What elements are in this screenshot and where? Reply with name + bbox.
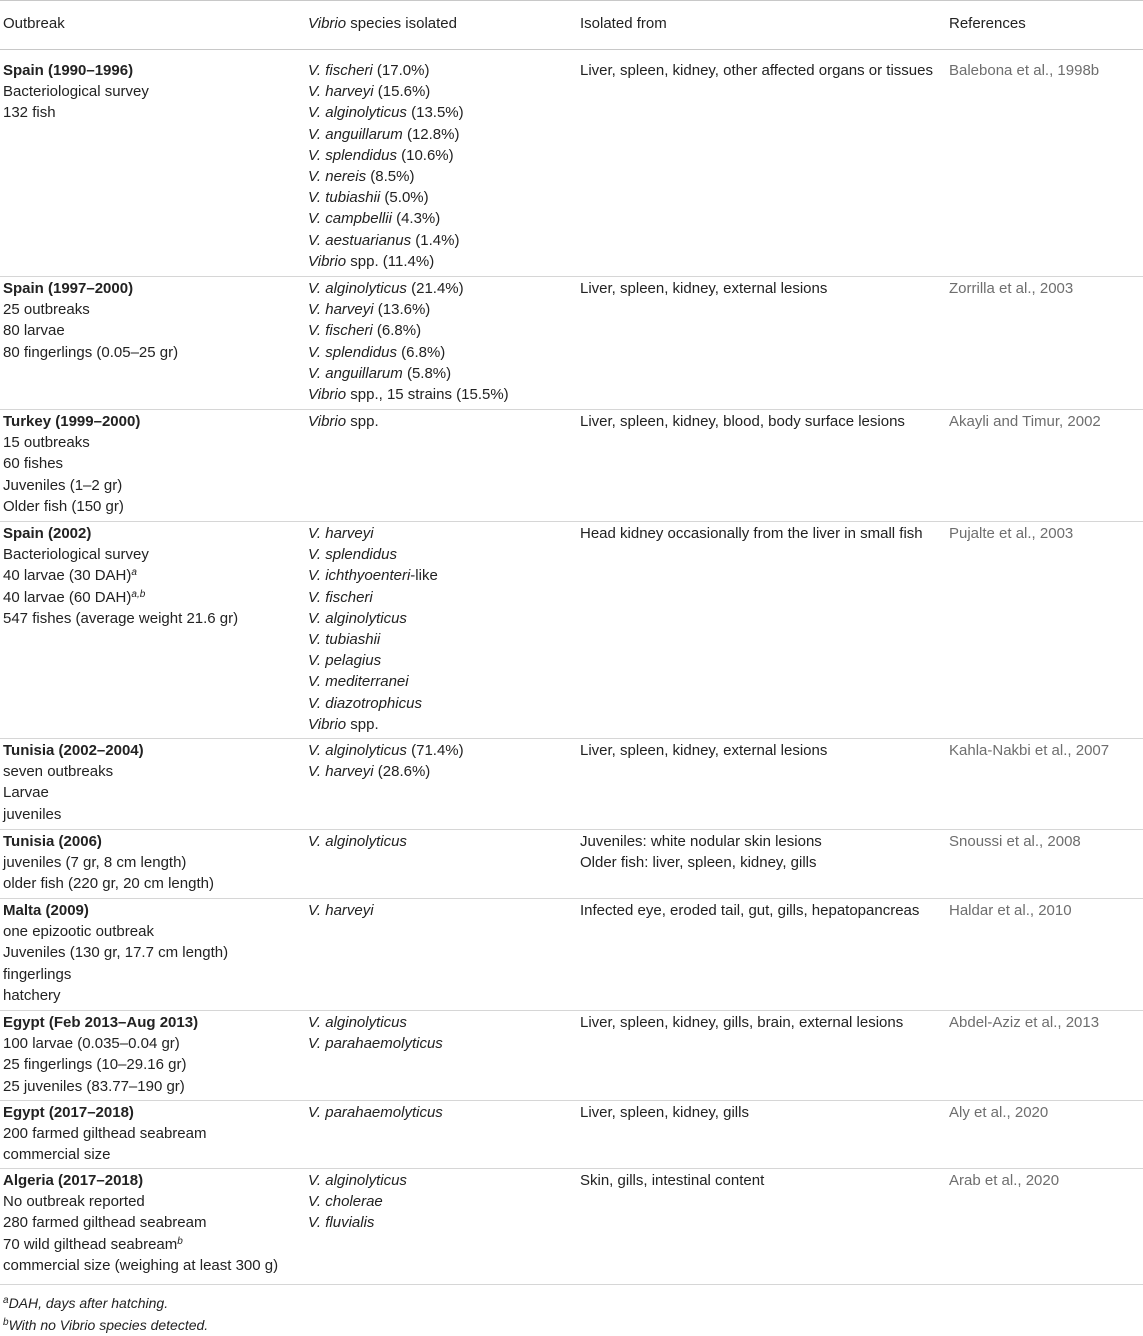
outbreak-title: Egypt (Feb 2013–Aug 2013) <box>3 1014 199 1031</box>
isolated-from-text: Juveniles: white nodular skin lesions <box>580 833 822 850</box>
species-detail: spp. <box>346 413 379 430</box>
species-detail: (10.6%) <box>396 146 454 164</box>
reference-link[interactable]: Zorrilla et al., 2003 <box>949 280 1074 297</box>
header-species <box>308 14 457 34</box>
species-item <box>308 411 570 432</box>
outbreak-detail-text: 25 outbreaks <box>3 301 90 319</box>
outbreak-detail-text: one epizootic outbreak <box>3 923 154 941</box>
species-item <box>308 1033 570 1054</box>
outbreak-title: Egypt (2017–2018) <box>3 1104 134 1121</box>
table-row <box>0 829 1143 899</box>
outbreak-cell <box>3 1102 298 1166</box>
species-item <box>308 714 570 735</box>
outbreak-detail <box>3 1212 298 1233</box>
species-item <box>308 900 570 921</box>
species-detail: (5.0%) <box>380 189 429 207</box>
reference-cell <box>949 278 1139 299</box>
species-name: V. tubiashii <box>308 631 381 649</box>
species-detail: (17.0%) <box>372 62 430 79</box>
outbreak-detail <box>3 544 298 565</box>
reference-link[interactable]: Balebona et al., 1998b <box>949 62 1100 79</box>
table-row <box>0 738 1143 830</box>
species-name: V. alginolyticus <box>308 833 407 850</box>
outbreak-detail <box>3 299 298 320</box>
table-row <box>0 521 1143 739</box>
outbreak-detail <box>3 1255 298 1276</box>
header-species-rest: species isolated <box>346 15 457 32</box>
species-item <box>308 1212 570 1233</box>
species-name: V. diazotrophicus <box>308 694 422 712</box>
species-item <box>308 251 570 272</box>
reference-cell <box>949 1170 1139 1191</box>
isolated-from-cell <box>580 740 940 761</box>
species-detail: spp. (11.4%) <box>346 252 435 270</box>
species-cell <box>308 740 570 782</box>
species-name: V. campbellii <box>308 210 392 228</box>
species-detail: (13.5%) <box>406 104 464 122</box>
reference-cell <box>949 1102 1139 1123</box>
species-name: V. fischeri <box>308 62 373 79</box>
outbreak-detail <box>3 942 298 963</box>
species-name: V. cholerae <box>308 1193 383 1211</box>
table-row <box>0 1100 1143 1169</box>
species-item <box>308 740 570 761</box>
species-detail: (15.6%) <box>373 83 431 101</box>
outbreak-detail <box>3 1123 298 1144</box>
outbreak-title: Tunisia (2002–2004) <box>3 742 144 759</box>
outbreak-detail <box>3 921 298 942</box>
species-item <box>308 693 570 714</box>
outbreak-detail <box>3 475 298 496</box>
species-item <box>308 81 570 102</box>
outbreak-detail-text: Older fish (150 gr) <box>3 497 124 515</box>
species-name: V. alginolyticus <box>308 104 407 122</box>
species-item <box>308 145 570 166</box>
reference-link[interactable]: Abdel-Aziz et al., 2013 <box>949 1014 1100 1031</box>
outbreak-cell <box>3 740 298 825</box>
outbreak-detail-text: older fish (220 gr, 20 cm length) <box>3 875 214 893</box>
header-species-genus: Vibrio <box>308 15 347 32</box>
isolated-from-text: Liver, spleen, kidney, blood, body surface lesions <box>580 413 905 430</box>
outbreak-cell <box>3 900 298 1006</box>
species-detail: (6.8%) <box>372 322 422 340</box>
species-cell <box>308 1012 570 1054</box>
species-cell <box>308 411 570 432</box>
isolated-from-cell <box>580 1102 940 1123</box>
isolated-from-text: Liver, spleen, kidney, external lesions <box>580 742 828 759</box>
isolated-from-text: Liver, spleen, kidney, gills, brain, external lesions <box>580 1014 904 1031</box>
outbreak-detail-text: 25 fingerlings (10–29.16 gr) <box>3 1056 187 1074</box>
footnote-b-text: With no Vibrio species detected. <box>8 1317 209 1333</box>
outbreak-cell <box>3 278 298 363</box>
outbreak-detail <box>3 852 298 873</box>
species-cell <box>308 278 570 405</box>
reference-cell <box>949 60 1139 81</box>
species-cell <box>308 1170 570 1234</box>
isolated-from-text: Infected eye, eroded tail, gut, gills, hepatopancreas <box>580 902 920 919</box>
species-name: V. fischeri <box>308 322 373 340</box>
species-item <box>308 299 570 320</box>
table-row <box>0 1010 1143 1101</box>
isolated-from-cell <box>580 278 940 299</box>
outbreak-cell <box>3 411 298 517</box>
outbreak-detail <box>3 1033 298 1054</box>
species-detail: (6.8%) <box>396 343 446 361</box>
outbreak-cell <box>3 1012 298 1097</box>
species-name: V. fluvialis <box>308 1214 375 1232</box>
table-row <box>0 898 1143 1011</box>
isolated-from-text: Head kidney occasionally from the liver in small fish <box>580 525 923 542</box>
reference-link[interactable]: Kahla-Nakbi et al., 2007 <box>949 742 1110 759</box>
outbreak-detail <box>3 432 298 453</box>
species-item <box>308 1191 570 1212</box>
species-item <box>308 342 570 363</box>
species-item <box>308 384 570 405</box>
species-item <box>308 761 570 782</box>
footnote-marker: a <box>131 567 137 579</box>
outbreak-detail-text: 40 larvae (60 DAH) <box>3 588 132 606</box>
outbreak-detail-text: Juveniles (130 gr, 17.7 cm length) <box>3 944 229 962</box>
species-item <box>308 363 570 384</box>
species-name: V. splendidus <box>308 146 397 164</box>
species-item <box>308 60 570 81</box>
isolated-from-cell <box>580 900 940 921</box>
species-name: V. alginolyticus <box>308 1014 407 1031</box>
outbreak-detail <box>3 1054 298 1075</box>
outbreak-detail-text: Juveniles (1–2 gr) <box>3 476 123 494</box>
outbreak-detail <box>3 1191 298 1212</box>
species-cell <box>308 900 570 921</box>
isolated-from-cell <box>580 1170 940 1191</box>
species-item <box>308 831 570 852</box>
species-item <box>308 320 570 341</box>
outbreak-detail <box>3 1234 298 1255</box>
header-outbreak: Outbreak <box>3 15 65 32</box>
species-name: V. harveyi <box>308 525 374 542</box>
outbreak-detail-text: Bacteriological survey <box>3 83 149 101</box>
table-row <box>0 1168 1143 1285</box>
table-row <box>0 409 1143 522</box>
species-item <box>308 1102 570 1123</box>
species-name: V. anguillarum <box>308 125 403 143</box>
species-detail: (8.5%) <box>366 168 415 186</box>
isolated-from-text: Older fish: liver, spleen, kidney, gills <box>580 854 817 872</box>
outbreak-detail-text: 200 farmed gilthead seabream <box>3 1125 207 1143</box>
species-detail: (12.8%) <box>402 125 460 143</box>
species-name: V. ichthyoenteri <box>308 567 411 585</box>
outbreak-detail-text: 100 larvae (0.035–0.04 gr) <box>3 1035 180 1053</box>
species-name: V. fischeri <box>308 588 373 606</box>
header-isolated-from: Isolated from <box>580 15 667 32</box>
species-name: Vibrio <box>308 715 347 733</box>
outbreak-title: Spain (1990–1996) <box>3 62 134 79</box>
outbreak-title: Spain (1997–2000) <box>3 280 134 297</box>
species-item <box>308 187 570 208</box>
species-item <box>308 124 570 145</box>
outbreak-detail <box>3 804 298 825</box>
species-item <box>308 1170 570 1191</box>
reference-cell <box>949 523 1139 544</box>
species-name: V. mediterranei <box>308 673 409 691</box>
species-name: V. parahaemolyticus <box>308 1035 443 1053</box>
species-item <box>308 230 570 251</box>
isolated-from-cell <box>580 1012 940 1033</box>
species-item <box>308 1012 570 1033</box>
species-item <box>308 544 570 565</box>
reference-link[interactable]: Haldar et al., 2010 <box>949 902 1072 919</box>
outbreak-cell <box>3 523 298 629</box>
footnote-marker: b <box>177 1235 183 1247</box>
outbreak-detail <box>3 565 298 586</box>
reference-link[interactable]: Pujalte et al., 2003 <box>949 525 1074 542</box>
outbreak-detail-text: hatchery <box>3 986 61 1004</box>
outbreak-detail-text: 70 wild gilthead seabream <box>3 1235 178 1253</box>
species-name: V. alginolyticus <box>308 280 407 297</box>
species-name: V. anguillarum <box>308 364 403 382</box>
footnote-b-mark: b <box>3 1317 9 1328</box>
outbreak-detail <box>3 873 298 894</box>
isolated-from-cell <box>580 831 940 873</box>
species-name: V. alginolyticus <box>308 609 407 627</box>
species-name: Vibrio <box>308 413 347 430</box>
outbreak-detail-text: 60 fishes <box>3 455 64 473</box>
species-item <box>308 608 570 629</box>
footnote-a-text: DAH, days after hatching. <box>8 1295 169 1311</box>
outbreak-detail-text: 80 larvae <box>3 322 65 340</box>
outbreak-detail <box>3 342 298 363</box>
species-detail: (13.6%) <box>373 301 431 319</box>
isolated-from-text: Liver, spleen, kidney, gills <box>580 1104 749 1121</box>
species-cell <box>308 1102 570 1123</box>
species-item <box>308 166 570 187</box>
table-footnotes <box>3 1292 208 1336</box>
isolated-from-cell <box>580 60 940 81</box>
species-cell <box>308 831 570 852</box>
species-detail: (71.4%) <box>406 742 464 759</box>
outbreak-detail <box>3 608 298 629</box>
outbreak-detail <box>3 320 298 341</box>
outbreak-detail <box>3 782 298 803</box>
outbreak-title: Tunisia (2006) <box>3 833 102 850</box>
outbreak-detail <box>3 81 298 102</box>
outbreak-detail <box>3 587 298 608</box>
species-name: V. harveyi <box>308 902 374 919</box>
isolated-from-cell <box>580 523 940 544</box>
outbreak-detail-text: 132 fish <box>3 104 56 122</box>
header-references: References <box>949 15 1026 32</box>
species-item <box>308 629 570 650</box>
outbreak-detail <box>3 496 298 517</box>
species-item <box>308 208 570 229</box>
outbreak-detail-text: Larvae <box>3 784 49 802</box>
species-item <box>308 587 570 608</box>
species-item <box>308 565 570 586</box>
reference-cell <box>949 900 1139 921</box>
species-name: V. alginolyticus <box>308 1172 407 1189</box>
reference-cell <box>949 1012 1139 1033</box>
species-detail: (21.4%) <box>406 280 464 297</box>
outbreak-detail-text: No outbreak reported <box>3 1193 145 1211</box>
reference-cell <box>949 411 1139 432</box>
isolated-from-text: Liver, spleen, kidney, external lesions <box>580 280 828 297</box>
outbreak-cell <box>3 831 298 895</box>
reference-link[interactable]: Arab et al., 2020 <box>949 1172 1060 1189</box>
outbreak-detail <box>3 453 298 474</box>
species-cell <box>308 60 570 272</box>
outbreak-detail-text: commercial size <box>3 1146 111 1164</box>
species-name: V. nereis <box>308 168 367 186</box>
species-name: V. harveyi <box>308 301 374 319</box>
species-detail: (28.6%) <box>373 763 431 781</box>
outbreak-detail <box>3 964 298 985</box>
species-detail: (1.4%) <box>411 231 460 249</box>
species-detail: (4.3%) <box>391 210 441 228</box>
species-name: Vibrio <box>308 386 347 404</box>
outbreak-detail <box>3 761 298 782</box>
species-item <box>308 278 570 299</box>
species-detail: (5.8%) <box>402 364 452 382</box>
outbreak-title: Malta (2009) <box>3 902 89 919</box>
outbreak-detail-text: 80 fingerlings (0.05–25 gr) <box>3 343 179 361</box>
outbreak-cell <box>3 1170 298 1276</box>
outbreak-detail-text: juveniles <box>3 805 62 823</box>
outbreak-detail-text: 15 outbreaks <box>3 434 90 452</box>
species-name: V. splendidus <box>308 343 397 361</box>
table-row <box>0 58 1143 277</box>
outbreak-cell <box>3 60 298 124</box>
outbreak-detail-text: 547 fishes (average weight 21.6 gr) <box>3 609 239 627</box>
isolated-from-cell <box>580 411 940 432</box>
footnote-marker: a,b <box>131 588 146 600</box>
reference-link[interactable]: Akayli and Timur, 2002 <box>949 413 1101 430</box>
species-name: Vibrio <box>308 252 347 270</box>
species-name: V. tubiashii <box>308 189 381 207</box>
outbreak-detail <box>3 1144 298 1165</box>
species-detail: spp., 15 strains (15.5%) <box>346 386 509 404</box>
outbreak-title: Algeria (2017–2018) <box>3 1172 144 1189</box>
outbreak-title: Turkey (1999–2000) <box>3 413 141 430</box>
isolated-from-text: Skin, gills, intestinal content <box>580 1172 765 1189</box>
outbreak-detail <box>3 102 298 123</box>
outbreak-detail-text: seven outbreaks <box>3 763 114 781</box>
species-name: V. parahaemolyticus <box>308 1104 443 1121</box>
species-item <box>308 650 570 671</box>
outbreak-detail <box>3 1076 298 1097</box>
species-name: V. pelagius <box>308 652 382 670</box>
species-name: V. harveyi <box>308 763 374 781</box>
footnote-a <box>3 1292 208 1314</box>
outbreak-title: Spain (2002) <box>3 525 92 542</box>
reference-cell <box>949 831 1139 852</box>
outbreak-detail-text: 40 larvae (30 DAH) <box>3 567 132 585</box>
outbreak-detail-text: 25 juveniles (83.77–190 gr) <box>3 1077 185 1095</box>
outbreak-detail <box>3 985 298 1006</box>
table-row <box>0 276 1143 410</box>
table-header-row <box>0 0 1143 50</box>
species-cell <box>308 523 570 735</box>
outbreak-detail-text: fingerlings <box>3 965 72 983</box>
species-item <box>308 671 570 692</box>
isolated-from-text: Liver, spleen, kidney, other affected organs or tissues <box>580 62 933 79</box>
species-detail: spp. <box>346 715 379 733</box>
outbreak-detail-text: Bacteriological survey <box>3 546 149 564</box>
species-name: V. alginolyticus <box>308 742 407 759</box>
reference-link[interactable]: Aly et al., 2020 <box>949 1104 1049 1121</box>
outbreak-detail-text: juveniles (7 gr, 8 cm length) <box>3 854 187 872</box>
reference-cell <box>949 740 1139 761</box>
species-name: V. splendidus <box>308 546 397 564</box>
species-name: V. harveyi <box>308 83 374 101</box>
species-name: V. aestuarianus <box>308 231 412 249</box>
species-item <box>308 523 570 544</box>
species-item <box>308 102 570 123</box>
footnote-a-mark: a <box>3 1295 9 1306</box>
outbreak-detail-text: 280 farmed gilthead seabream <box>3 1214 207 1232</box>
outbreak-detail-text: commercial size (weighing at least 300 g) <box>3 1256 279 1274</box>
species-detail: -like <box>410 567 438 585</box>
reference-link[interactable]: Snoussi et al., 2008 <box>949 833 1081 850</box>
